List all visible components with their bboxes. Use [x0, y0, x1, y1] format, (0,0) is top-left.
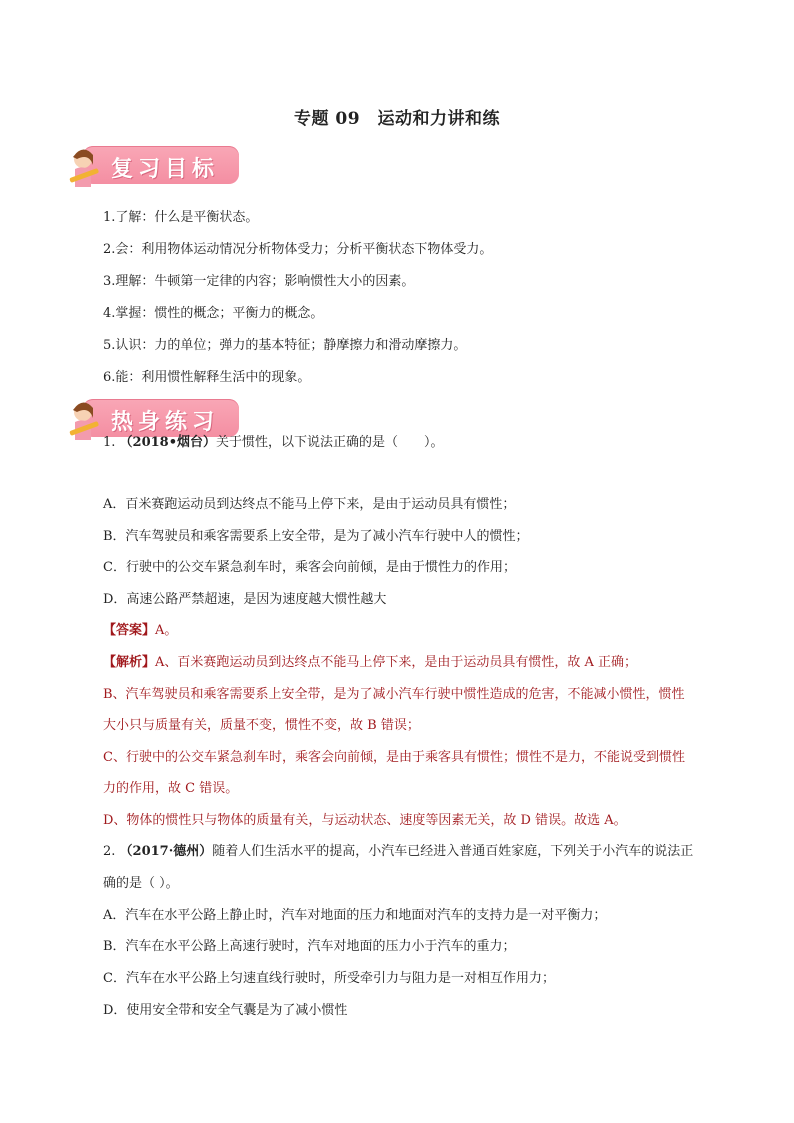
goal-item: 3.理解：牛顿第一定律的内容；影响惯性大小的因素。 — [103, 274, 415, 289]
page-title: 专题 09 运动和力讲和练 — [293, 109, 501, 129]
review-goals-banner — [69, 143, 239, 187]
question-2-stem-cont: 确的是（ ）。 — [103, 876, 179, 891]
question-number: 2. — [103, 844, 120, 859]
question-text: 关于惯性，以下说法正确的是（ ）。 — [216, 435, 444, 450]
option-a: A．百米赛跑运动员到达终点不能马上停下来，是由于运动员具有惯性； — [103, 497, 516, 512]
question-number: 1. — [103, 435, 120, 450]
analysis-line: B、汽车驾驶员和乘客需要系上安全带，是为了减小汽车行驶中惯性造成的危害，不能减小惯性，惯性 — [103, 687, 685, 702]
goal-item: 5.认识：力的单位；弹力的基本特征；静摩擦力和滑动摩擦力。 — [103, 338, 467, 353]
option-b: B．汽车驾驶员和乘客需要系上安全带，是为了减小汽车行驶中人的惯性； — [103, 529, 529, 544]
analysis-tag: 【解析】 — [103, 655, 156, 670]
option-c: C．汽车在水平公路上匀速直线行驶时，所受牵引力与阻力是一对相互作用力； — [103, 971, 555, 986]
question-1-stem — [103, 434, 444, 452]
analysis-line: 力的作用，故 C 错误。 — [103, 781, 239, 796]
option-d: D．使用安全带和安全气囊是为了减小惯性 — [103, 1003, 348, 1018]
analysis-line: 大小只与质量有关，质量不变，惯性不变，故 B 错误； — [103, 718, 420, 733]
option-d: D．高速公路严禁超速，是因为速度越大惯性越大 — [103, 592, 387, 607]
option-b: B．汽车在水平公路上高速行驶时，汽车对地面的压力小于汽车的重力； — [103, 939, 516, 954]
banner-label: 热身练习 — [111, 410, 220, 435]
goal-item: 2.会：利用物体运动情况分析物体受力；分析平衡状态下物体受力。 — [103, 242, 493, 257]
question-source: （2017·德州） — [119, 844, 213, 859]
analysis-line: C、行驶中的公交车紧急刹车时，乘客会向前倾，是由于乘客具有惯性；惯性不是力，不能说受到惯性 — [103, 750, 685, 765]
option-a: A．汽车在水平公路上静止时，汽车对地面的压力和地面对汽车的支持力是一对平衡力； — [103, 908, 607, 923]
analysis-line: D、物体的惯性只与物体的质量有关，与运动状态、速度等因素无关，故 D 错误。故选 A。 — [103, 813, 627, 828]
answer-value: A。 — [155, 623, 178, 638]
question-2-stem — [103, 843, 693, 861]
answer-line — [103, 622, 177, 640]
banner-label: 复习目标 — [111, 157, 220, 182]
analysis-text: A、百米赛跑运动员到达终点不能马上停下来，是由于运动员具有惯性，故 A 正确； — [155, 655, 638, 670]
goal-item: 6.能：利用惯性解释生活中的现象。 — [103, 370, 311, 385]
goal-item: 1.了解：什么是平衡状态。 — [103, 210, 259, 225]
answer-tag: 【答案】 — [103, 623, 156, 638]
question-text: 随着人们生活水平的提高，小汽车已经进入普通百姓家庭，下列关于小汽车的说法正 — [212, 844, 694, 859]
girl-with-pencil-icon — [69, 143, 109, 193]
option-c: C．行驶中的公交车紧急刹车时，乘客会向前倾，是由于惯性力的作用； — [103, 560, 516, 575]
analysis-line — [103, 654, 637, 672]
question-source: （2018•烟台） — [119, 435, 217, 450]
goal-item: 4.掌握：惯性的概念；平衡力的概念。 — [103, 306, 324, 321]
